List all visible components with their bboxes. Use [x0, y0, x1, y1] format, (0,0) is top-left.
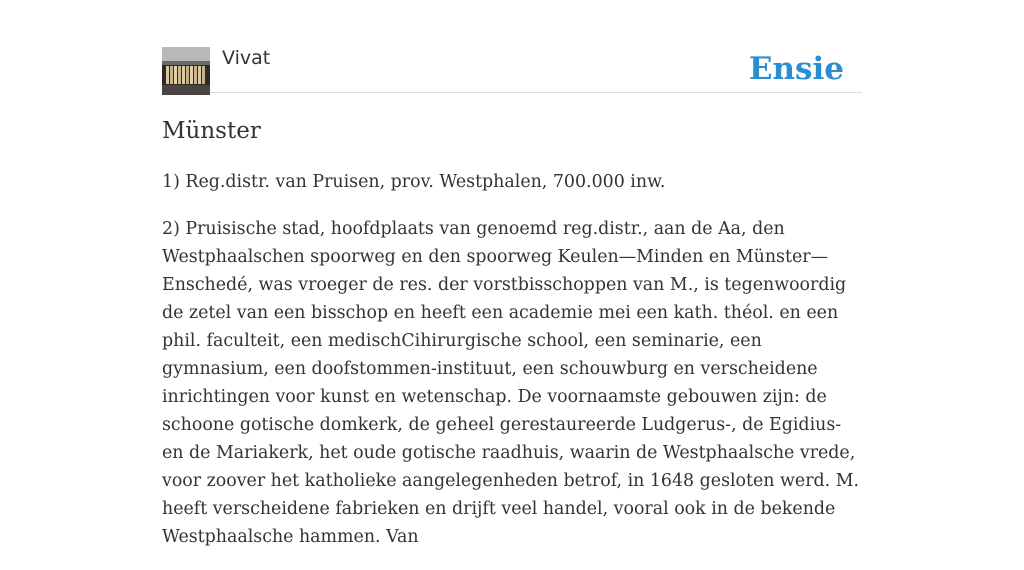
brand-logo[interactable]: Ensie	[748, 51, 844, 87]
page-title: Münster	[162, 118, 261, 144]
paragraph: 2) Pruisische stad, hoofdplaats van genoemd reg.distr., aan de Aa, den Westphaalschen spoorweg en den spoorweg Keulen—Minden en Münster—Enschedé, was vroeger de res. der vorstbisschoppen van M., is tegenwoordig de zetel van een bisschop en heeft een academie mei een kath. théol. en een phil. faculteit, een medischCihirurgische school, een seminarie, een gymnasium, een doofstommen-instituut, een schouwburg en verscheidene inrichtingen voor kunst en wetenschap. De voornaamste gebouwen zijn: de schoone gotische domkerk, de geheel gerestaureerde Ludgerus-, de Egidius- en de Mariakerk, het oude gotische raadhuis, waarin de Westphaalsche vrede, voor zoover het katholieke aangelegenheden betrof, in 1648 gesloten werd. M. heeft verscheidene fabrieken en drijft veel handel, vooral ook in de bekende Westphaalsche hammen. Van	[162, 219, 860, 547]
page-container	[162, 0, 862, 547]
publisher-name[interactable]: Vivat	[222, 47, 271, 69]
header	[162, 0, 862, 93]
paragraph: 1) Reg.distr. van Pruisen, prov. Westphalen, 700.000 inw.	[162, 172, 666, 192]
publisher-avatar[interactable]	[162, 47, 210, 95]
bookshelf-avatar-icon	[162, 47, 210, 95]
article-body	[162, 168, 862, 570]
